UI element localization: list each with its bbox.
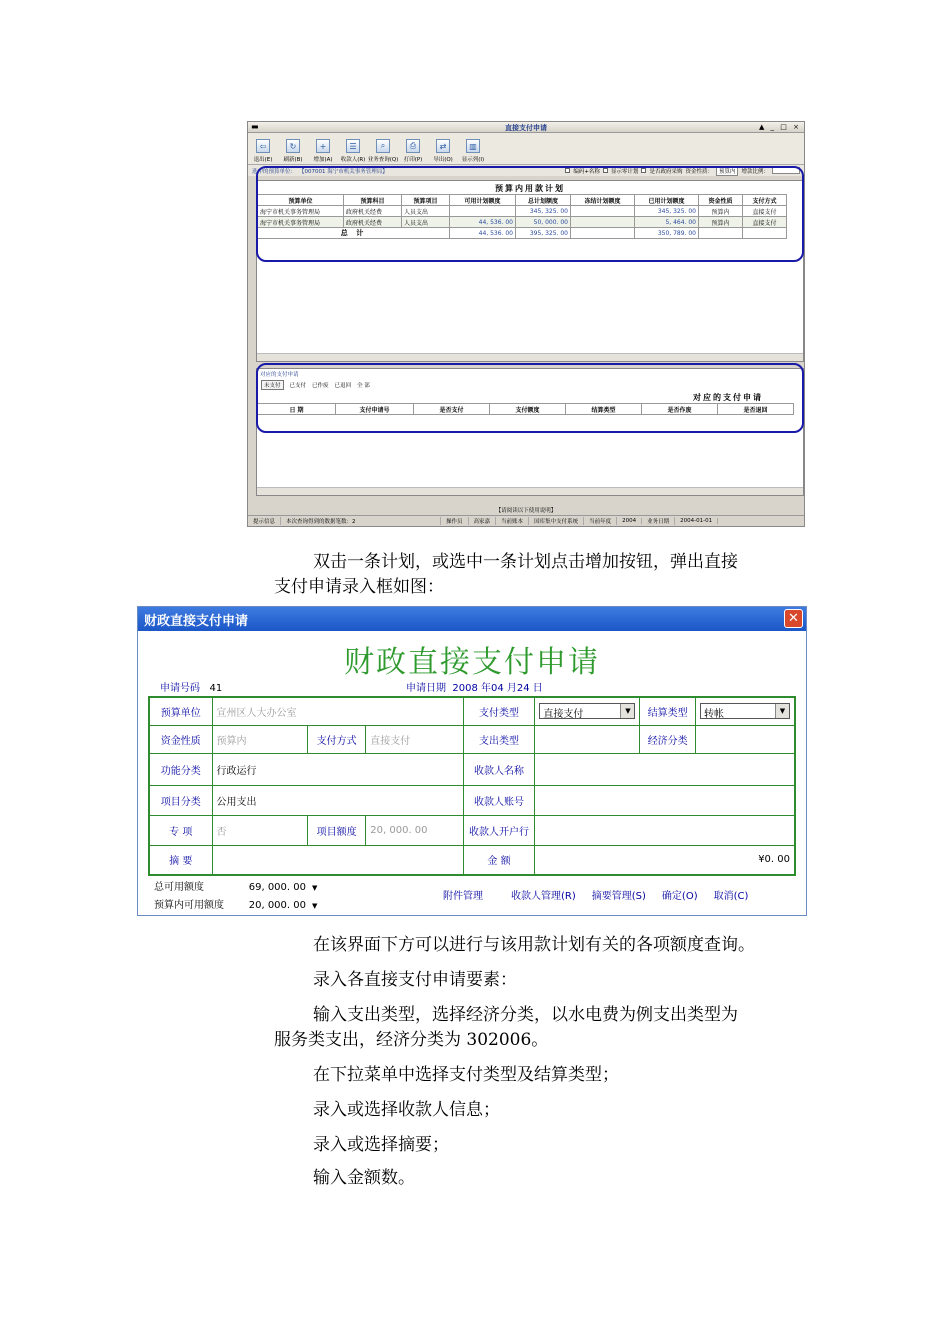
table-row[interactable]: 海宁市机关事务管理局 政府机关经费 人员支出 44, 536. 00 50, 000. 00 5, 464. 00 预算内 直接支付 [258, 217, 787, 228]
payment-form [148, 696, 796, 876]
plan-col-header: 预算科目 [344, 195, 402, 206]
dialog-titlebar [138, 607, 806, 631]
exit-icon: ⇦ [256, 139, 270, 153]
func-class-label: 功能分类 [149, 753, 212, 785]
tab-returned[interactable]: 已退回 [334, 382, 352, 389]
nature-label: 资金性质： [685, 168, 713, 175]
ratio-label: 增款比例： [741, 168, 769, 175]
unit-label: 选中的预算单位： [252, 168, 297, 175]
paragraph-line: 服务类支出，经济分类为 302006。 [274, 1030, 549, 1050]
chevron-down-icon: ▼ [775, 704, 789, 718]
func-class-field[interactable]: 行政运行 [212, 753, 463, 785]
summary-manage-button[interactable]: 摘要管理(S) [591, 891, 646, 902]
nature-select[interactable]: 预算内 [716, 166, 739, 176]
add-icon: + [316, 139, 330, 153]
fund-nature-field[interactable]: 预算内 [212, 725, 308, 753]
status-tabs [257, 379, 803, 390]
budget-avail-label: 预算内可用额度 [154, 900, 224, 911]
add-button[interactable]: + 增加(A) [310, 139, 336, 164]
payee-icon: ☰ [346, 139, 360, 153]
item-quota-label: 项目额度 [308, 815, 366, 845]
tab-voided[interactable]: 已作废 [312, 382, 329, 389]
budget-avail-value: 20, 000. 00 [248, 900, 306, 911]
pay-method-field[interactable]: 直接支付 [366, 725, 463, 753]
apply-pane [256, 368, 804, 496]
summary-label: 摘 要 [149, 845, 212, 875]
chevron-down-icon[interactable]: ▼ [312, 884, 318, 892]
econ-class-field[interactable] [695, 725, 795, 753]
amount-label: 金 额 [463, 845, 535, 875]
tab-all[interactable]: 全 部 [357, 382, 370, 389]
apply-heading: 对应的支付申请 [693, 393, 763, 402]
unit-value: 【007001 海宁市机关事务管理局】 [299, 168, 388, 175]
plan-col-header: 总计划额度 [516, 195, 571, 206]
confirm-button[interactable]: 确定(O) [661, 891, 698, 902]
expense-type-field[interactable] [535, 725, 640, 753]
tab-unpaid[interactable]: 未支付 [261, 380, 284, 390]
query-icon: ⌕ [376, 139, 390, 153]
export-button[interactable]: ⇄ 导出(O) [430, 139, 456, 164]
apply-pane-label: 对应的支付申请 [260, 372, 299, 378]
payee-manage-button[interactable]: 收款人管理(R) [511, 891, 576, 902]
plan-col-header: 可用计划额度 [450, 195, 516, 206]
item-class-field[interactable]: 公用支出 [212, 785, 463, 815]
gov-purchase-label: 是否政府采购 [649, 168, 683, 175]
dialog-buttons [443, 887, 748, 902]
paragraph-line: 双击一条计划，或选中一条计划点击增加按钮，弹出直接 [313, 552, 738, 572]
budget-unit-field[interactable]: 宣州区人大办公室 [212, 697, 463, 725]
econ-class-label: 经济分类 [640, 725, 696, 753]
show-zero-label: 显示零计划 [610, 168, 639, 175]
payee-button[interactable]: ☰ 收款人(R) [340, 139, 366, 164]
plan-col-header: 预算项目 [402, 195, 450, 206]
code-name-checkbox[interactable] [565, 168, 570, 173]
settle-type-label: 结算类型 [640, 697, 696, 725]
chevron-down-icon: ▼ [620, 704, 634, 718]
pay-method-label: 支付方式 [308, 725, 366, 753]
expense-type-label: 支出类型 [463, 725, 535, 753]
tab-paid[interactable]: 已支付 [289, 382, 307, 389]
filter-bar [248, 165, 804, 176]
refresh-button[interactable]: ↻ 刷新(B) [280, 139, 306, 164]
payee-bank-label: 收款人开户行 [463, 815, 535, 845]
total-avail-value: 69, 000. 00 [248, 882, 306, 893]
special-label: 专 项 [149, 815, 212, 845]
usage-hint[interactable]: 【请阅读以下使用说明】 [495, 508, 557, 514]
payee-name-field[interactable] [535, 753, 795, 785]
item-class-label: 项目分类 [149, 785, 212, 815]
show-zero-checkbox[interactable] [603, 168, 608, 173]
form-title: 财政直接支付申请 [344, 645, 600, 680]
status-bar: 提示信息 本次查询得到的数据笔数：2 操作员 高家嘉 当前账本 国库集中支付系统 当前年度 2004 业务日期 2004-01-01 [248, 515, 804, 526]
payee-account-field[interactable] [535, 785, 795, 815]
print-icon: ⎙ [406, 139, 420, 153]
plan-header-row [258, 195, 787, 206]
dialog-title: 财政直接支付申请 [144, 614, 249, 629]
direct-payment-dialog-screenshot [137, 606, 807, 916]
payment-plan-window-screenshot [247, 121, 805, 527]
window-menu-icon[interactable]: ▬ [251, 122, 259, 131]
columns-button[interactable]: ▥ 显示列(I) [460, 139, 486, 164]
apply-date: 申请日期 2008 年04 月24 日 [406, 683, 543, 694]
code-name-label: 编码+名称 [573, 168, 600, 175]
total-row: 总 计 44, 536. 00 395, 325. 00 350, 789. 00 [258, 228, 787, 239]
plan-col-header: 支付方式 [743, 195, 787, 206]
plan-col-header: 预算单位 [258, 195, 344, 206]
pay-type-label: 支付类型 [463, 697, 535, 725]
close-icon[interactable]: ✕ [784, 609, 803, 628]
summary-field[interactable] [212, 845, 463, 875]
paragraph-line: 在下拉菜单中选择支付类型及结算类型； [313, 1065, 619, 1085]
ratio-input[interactable] [772, 167, 800, 174]
total-avail-label: 总可用额度 [154, 882, 204, 893]
plan-col-header: 资金性质 [699, 195, 743, 206]
paragraph-line: 录入各直接支付申请要素： [313, 970, 517, 990]
item-quota-field[interactable]: 20, 000. 00 [366, 815, 463, 845]
print-button[interactable]: ⎙ 打印(P) [403, 141, 423, 163]
plan-col-header: 冻结计划额度 [571, 195, 635, 206]
attachment-button[interactable]: 附件管理 [443, 891, 483, 902]
settle-type-select[interactable]: 转帐 ▼ [700, 703, 790, 719]
paragraph-line: 支付申请录入框如图： [274, 577, 444, 597]
exit-button[interactable]: ⇦ 退出(E) [250, 139, 276, 164]
columns-icon: ▥ [466, 139, 480, 153]
payee-bank-field[interactable] [535, 815, 795, 845]
window-controls[interactable]: ▲ _ □ × [758, 123, 801, 131]
payee-account-label: 收款人账号 [463, 785, 535, 815]
apply-table [257, 403, 794, 415]
query-button[interactable]: ⌕ 业务查询(Q) [367, 141, 399, 163]
horizontal-scrollbar[interactable] [257, 487, 803, 495]
table-row[interactable]: 海宁市机关事务管理局 政府机关经费 人员支出 345, 325. 00 345, 325. 00 预算内 直接支付 [258, 206, 787, 217]
quota-summary [154, 879, 317, 915]
total-label: 总 计 [258, 228, 450, 239]
plan-heading: 预算内用款计划 [495, 184, 565, 193]
gov-purchase-checkbox[interactable] [641, 168, 646, 173]
paragraph-line: 录入或选择收款人信息； [313, 1100, 500, 1120]
pay-type-select[interactable]: 直接支付 ▼ [539, 703, 635, 719]
export-icon: ⇄ [436, 139, 450, 153]
plan-table [257, 194, 787, 239]
apply-number: 申请号码 41 [160, 683, 223, 694]
plan-col-header: 已用计划额度 [635, 195, 699, 206]
amount-field[interactable]: ¥0. 00 [535, 845, 795, 875]
cancel-button[interactable]: 取消(C) [713, 891, 749, 902]
paragraph-line: 在该界面下方可以进行与该用款计划有关的各项额度查询。 [313, 935, 755, 955]
window-titlebar [248, 122, 804, 133]
budget-unit-label: 预算单位 [149, 697, 212, 725]
plan-pane [256, 180, 804, 362]
paragraph-line: 录入或选择摘要； [313, 1135, 449, 1155]
chevron-down-icon[interactable]: ▼ [312, 902, 318, 910]
refresh-icon: ↻ [286, 139, 300, 153]
horizontal-scrollbar[interactable] [257, 353, 803, 361]
paragraph-line: 输入金额数。 [313, 1168, 415, 1188]
apply-header-row: 日 期 支付申请号 是否支付 支付额度 结算类型 是否作废 是否退回 [258, 404, 794, 415]
toolbar [248, 133, 804, 165]
payee-name-label: 收款人名称 [463, 753, 535, 785]
fund-nature-label: 资金性质 [149, 725, 212, 753]
paragraph-line: 输入支出类型，选择经济分类，以水电费为例支出类型为 [313, 1005, 738, 1025]
special-field[interactable]: 否 [212, 815, 308, 845]
window-title: 直接支付申请 [505, 124, 547, 132]
